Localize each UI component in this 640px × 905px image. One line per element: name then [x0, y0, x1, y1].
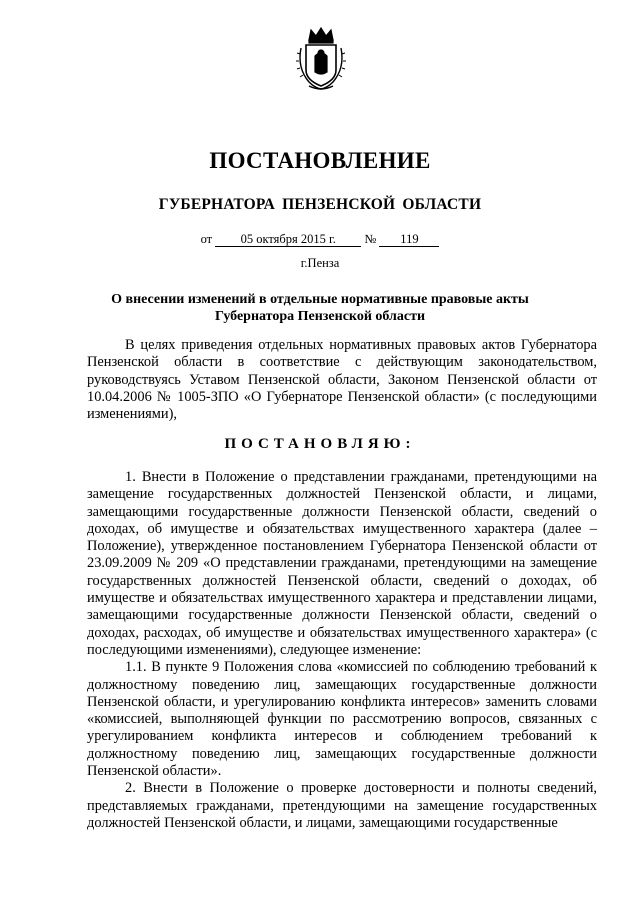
document-date: 05 октября 2015 г.	[215, 232, 361, 247]
document-number: 119	[379, 232, 439, 247]
coat-of-arms-icon	[295, 26, 347, 92]
heading-line: Губернатора Пензенской области	[214, 309, 426, 324]
date-number-line	[0, 232, 640, 247]
document-city: г.Пенза	[300, 256, 340, 270]
document-subtitle: ГУБЕРНАТОРА ПЕНЗЕНСКОЙ ОБЛАСТИ	[158, 196, 482, 213]
number-sign: №	[364, 232, 377, 246]
resolve-heading: ПОСТАНОВЛЯЮ:	[224, 436, 416, 452]
document-title: ПОСТАНОВЛЕНИЕ	[209, 148, 431, 173]
paragraph: 1. Внести в Положение о представлении гражданами, претендующими на замещение государственных должностей Пензенской области, и лицами, замещающими государственные должности Пензенской области, сведений о доходах, об имуществе и обязательствах имущественного характера (далее – Положение), утвержденное постановлением Губернатора Пензенской области от 23.09.2009 № 209 «О представлении гражданами, претендующими на замещение государственных должностей Пензенской области, сведений о доходах, об имуществе и обязательствах имущественного характера и представлении лицами, замещающими государственные должности Пензенской области, сведений о доходах, расходах, об имуществе и обязательствах имущественного характера» (с последующими изменениями), следующее изменение:	[87, 469, 597, 658]
paragraph: 1.1. В пункте 9 Положения слова «комиссией по соблюдению требований к должностному поведению лиц, замещающих государственные должности Пензенской области, и урегулированию конфликта интересов» заменить словами «комиссией, выполняющей функции по рассмотрению вопросов, связанных с урегулированием конфликта интересов и соблюдением требований к должностному поведению лиц, замещающих государственные должности Пензенской области».	[87, 659, 597, 780]
date-prefix: от	[200, 232, 213, 246]
paragraph: 2. Внести в Положение о проверке достоверности и полноты сведений, представляемых гражданами, претендующими на замещение государственных должностей Пензенской области, и лицами, замещающими государственные	[87, 780, 597, 831]
document-heading	[0, 291, 640, 325]
heading-line: О внесении изменений в отдельные нормативные правовые акты	[111, 292, 529, 307]
preamble-text: В целях приведения отдельных нормативных правовых актов Губернатора Пензенской области в соответствие с действующим законодательством, руководствуясь Уставом Пензенской области, Законом Пензенской области от 10.04.2006 № 1005-ЗПО «О Губернаторе Пензенской области» (с последующими изменениями),	[87, 337, 597, 423]
main-text	[87, 469, 597, 832]
preamble	[87, 337, 597, 423]
